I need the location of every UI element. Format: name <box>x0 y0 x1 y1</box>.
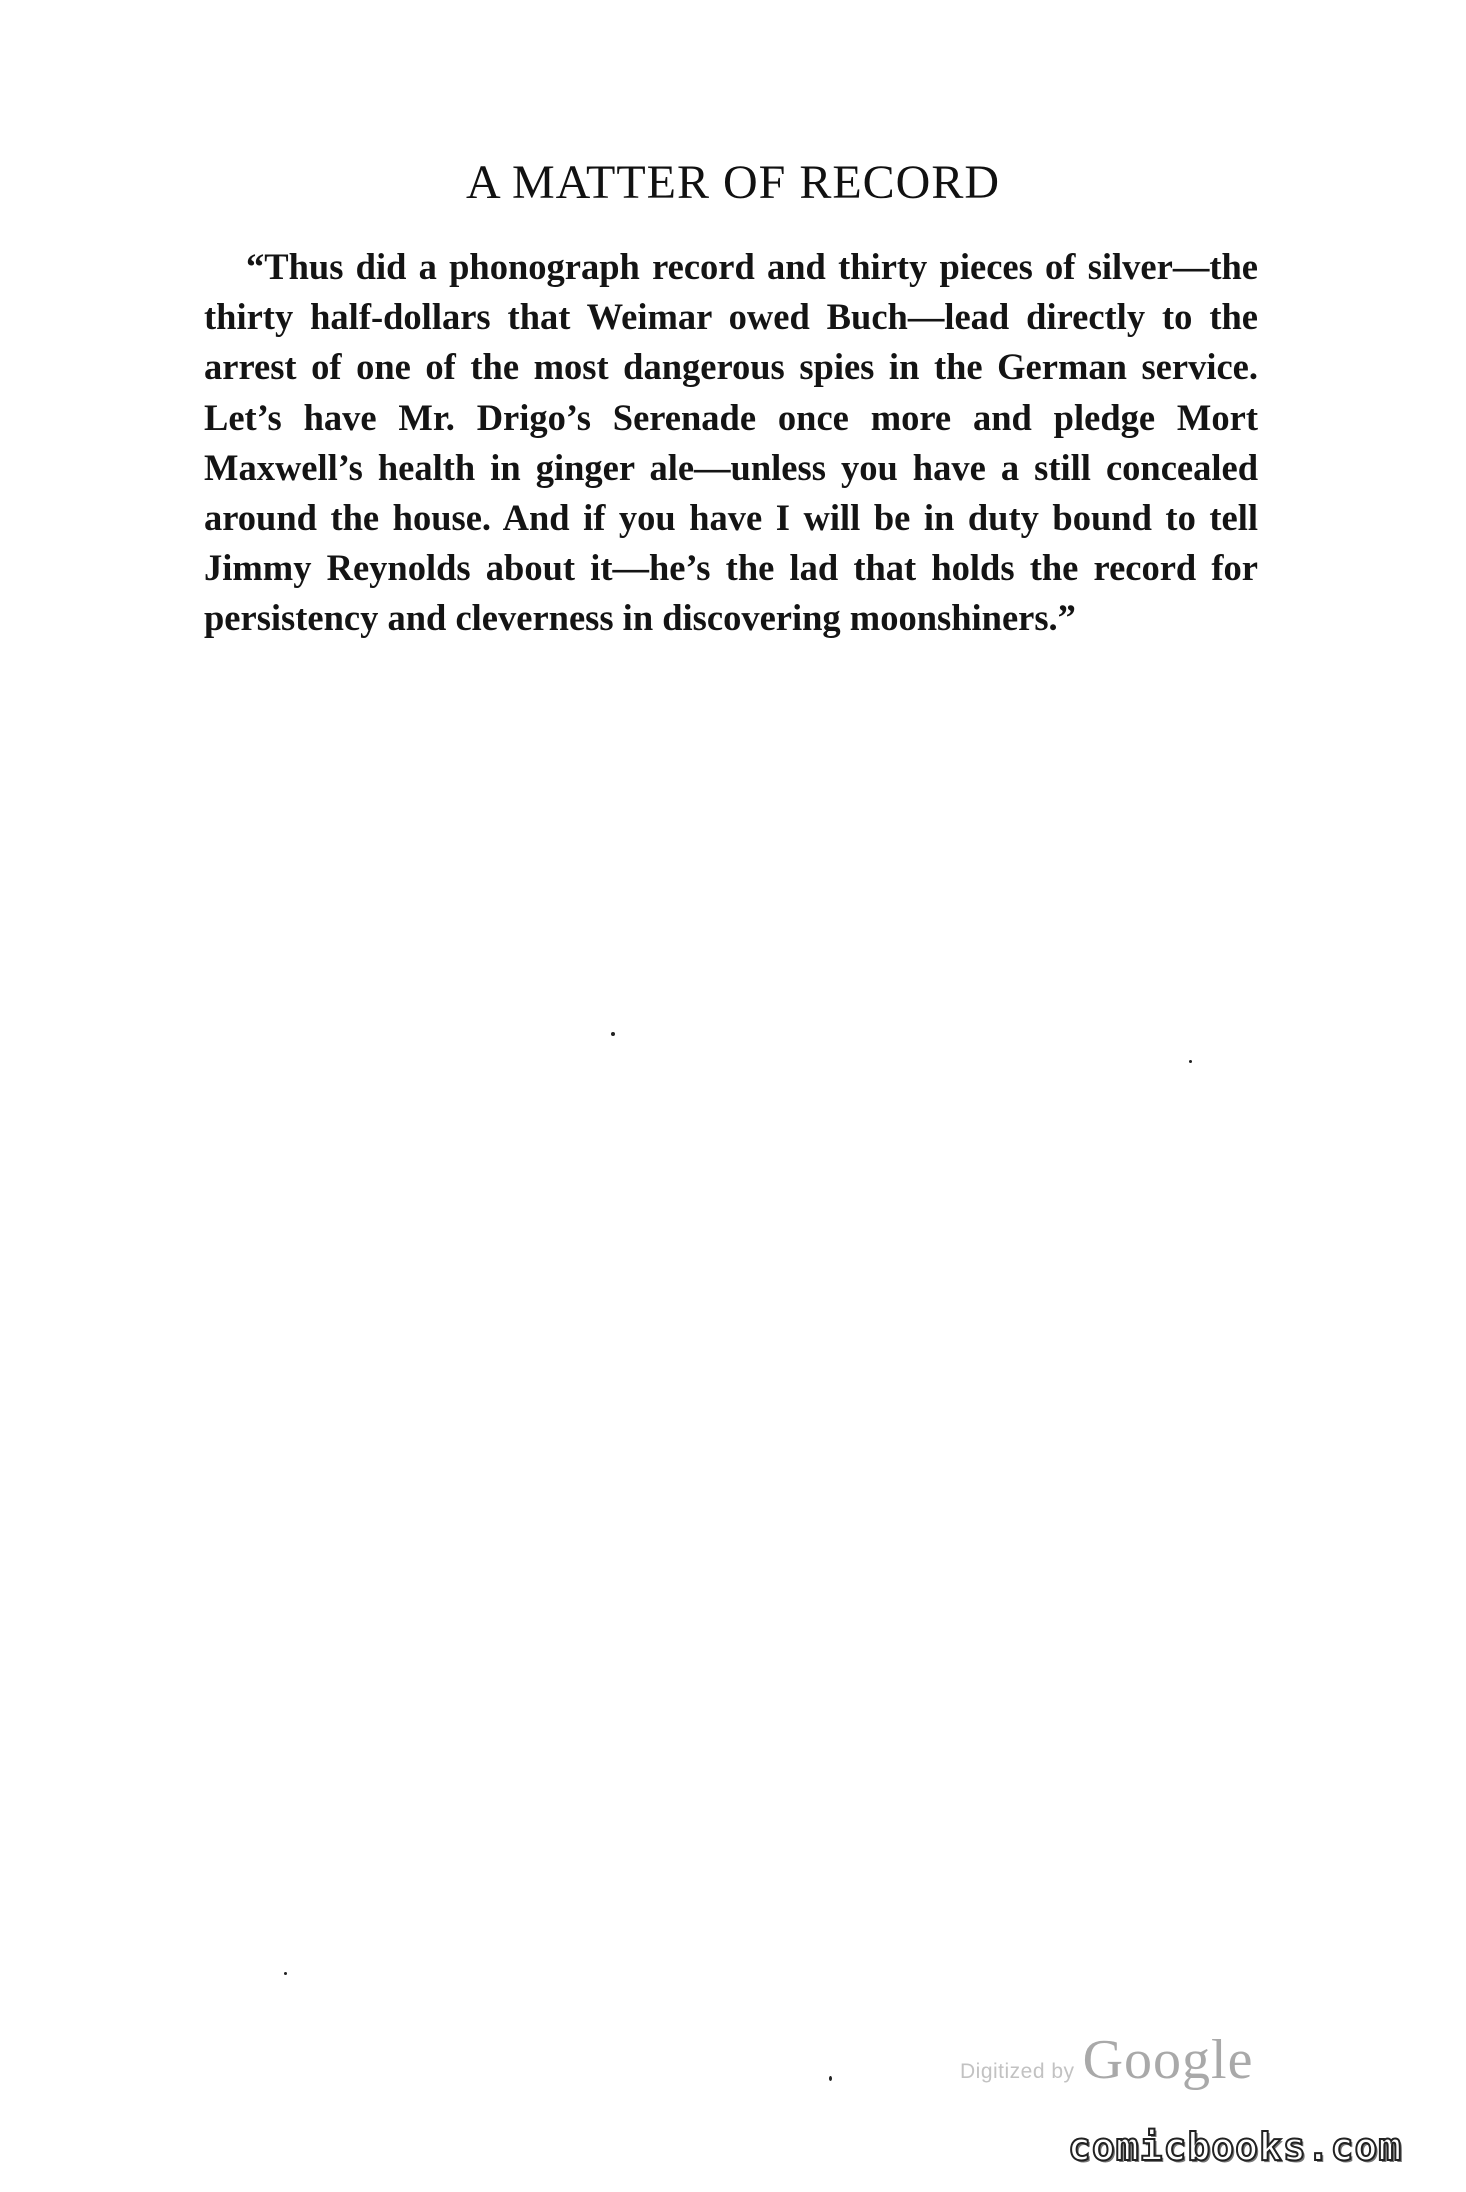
site-watermark: comicbooks.com <box>1068 2125 1403 2169</box>
print-speck <box>1189 1060 1192 1063</box>
digitized-by-label: Digitized by <box>960 2060 1075 2083</box>
chapter-title: A MATTER OF RECORD <box>465 156 1001 209</box>
print-speck <box>284 1972 287 1975</box>
digitized-by-google-logo <box>960 2028 1280 2108</box>
print-speck <box>611 1032 615 1036</box>
body-paragraph: “Thus did a phonograph record and thirty pieces of silver—the thirty half-dollars that Weimar owed Buch—lead directly to the arrest of one of the most dangerous spies in the German service. Let’s have Mr. Drigo’s Serenade once more and pledge Mort Maxwell’s health in ginger ale—unless you have a still concealed around the house. And if you have I will be in duty bound to tell Jimmy Reynolds about it—he’s the lad that holds the record for persistency and cleverness in discovering moonshiners.” <box>204 246 1258 639</box>
google-wordmark: Google <box>1082 2029 1254 2091</box>
print-speck <box>829 2076 832 2081</box>
